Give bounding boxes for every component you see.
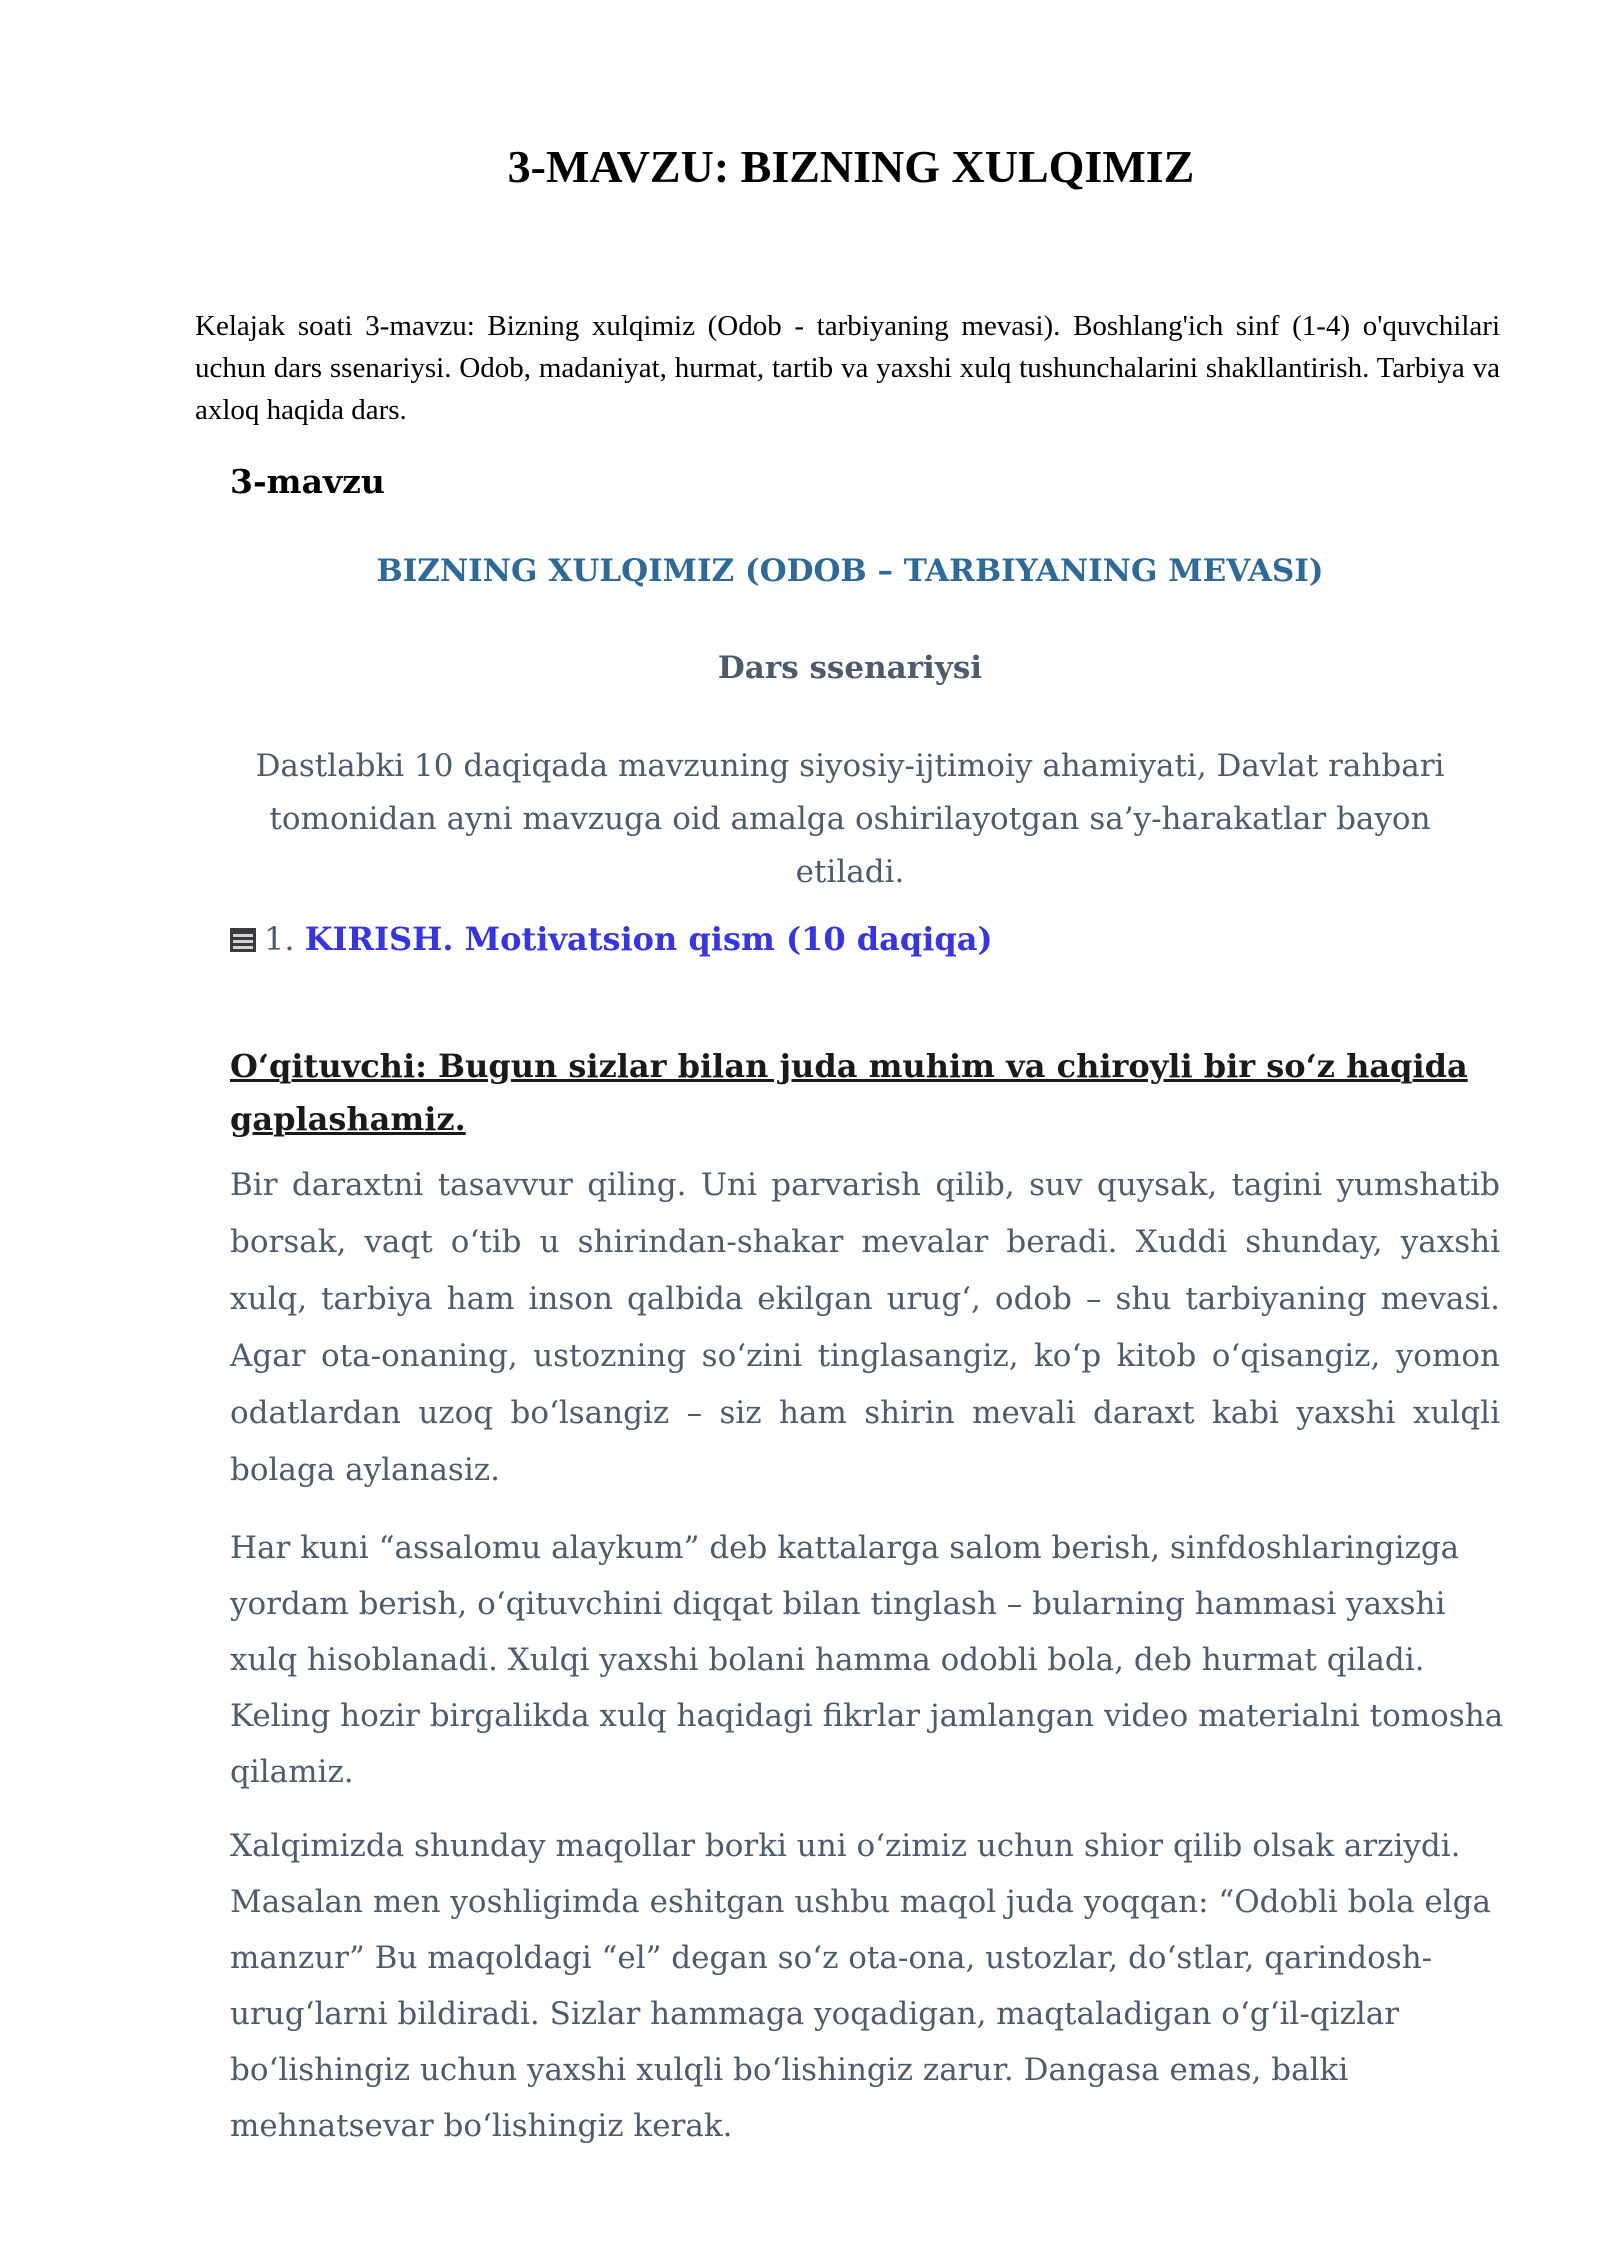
scenario-heading: Dars ssenariysi (717, 650, 983, 686)
body-paragraph: Xalqimizda shunday maqollar borki uni o‘zimiz uchun shior qilib olsak arziydi. Masalan men yoshligimda eshitgan ushbu maqol juda yoqqan: “Odobli bola elga manzur” Bu maqoldagi “el” degan so‘z ota-ona, ustozlar, do‘stlar, qarindosh-urug‘larni bildiradi. Sizlar hammaga yoqadigan, maqtaladigan o‘g‘il-qizlar bo‘lishingiz uchun yaxshi xulqli bo‘lishingiz zarur. Dangasa emas, balki mehnatsevar bo‘lishingiz kerak. (230, 1828, 1492, 2144)
body-paragraph: Har kuni “assalomu alaykum” deb kattalarga salom berish, sinfdoshlaringizga yordam berish, o‘qituvchini diqqat bilan tinglash – bularning hammasi yaxshi xulq hisoblanadi. Xulqi yaxshi bolani hamma odobli bola, deb hurmat qiladi. Keling hozir birgalikda xulq haqidagi fikrlar jamlangan video materialni tomosha qilamiz. (230, 1530, 1504, 1790)
teacher-line: O‘qituvchi: Bugun sizlar bilan juda muhim va chiroyli bir so‘z haqida gaplashamiz. (230, 1047, 1468, 1138)
section-heading (230, 920, 1470, 958)
section-number: 1. (264, 920, 295, 958)
topic-label: 3-mavzu (230, 462, 385, 501)
body-paragraph: Bir daraxtni tasavvur qiling. Uni parvarish qilib, suv quysak, tagini yumshatib borsak, vaqt o‘tib u shirindan-shakar mevalar beradi. Xuddi shunday, yaxshi xulq, tarbiya ham inson qalbida ekilgan urug‘, odob – shu tarbiyaning mevasi. Agar ota-onaning, ustozning so‘zini tinglasangiz, ko‘p kitob o‘qisangiz, yomon odatlardan uzoq bo‘lsangiz – siz ham shirin mevali daraxt kabi yaxshi xulqli bolaga aylanasiz. (230, 1167, 1500, 1488)
intro-note: Dastlabki 10 daqiqada mavzuning siyosiy-ijtimoiy ahamiyati, Davlat rahbari tomonidan ayni mavzuga oid amalga oshirilayotgan sa’y-harakatlar bayon etiladi. (255, 748, 1445, 890)
intro-paragraph: Kelajak soati 3-mavzu: Bizning xulqimiz (Odob - tarbiyaning mevasi). Boshlang'ich sinf (1-4) o'quvchilari uchun dars ssenariysi. Odob, madaniyat, hurmat, tartib va yaxshi xulq tushunchalarini shakllantirish. Tarbiya va axloq haqida dars. (195, 310, 1500, 426)
subject-heading: BIZNING XULQIMIZ (ODOB – TARBIYANING MEVASI) (376, 553, 1324, 589)
list-document-icon (230, 928, 256, 952)
section-title: KIRISH. Motivatsion qism (10 daqiqa) (304, 920, 993, 958)
document-title: 3-MAVZU: BIZNING XULQIMIZ (507, 141, 1195, 192)
